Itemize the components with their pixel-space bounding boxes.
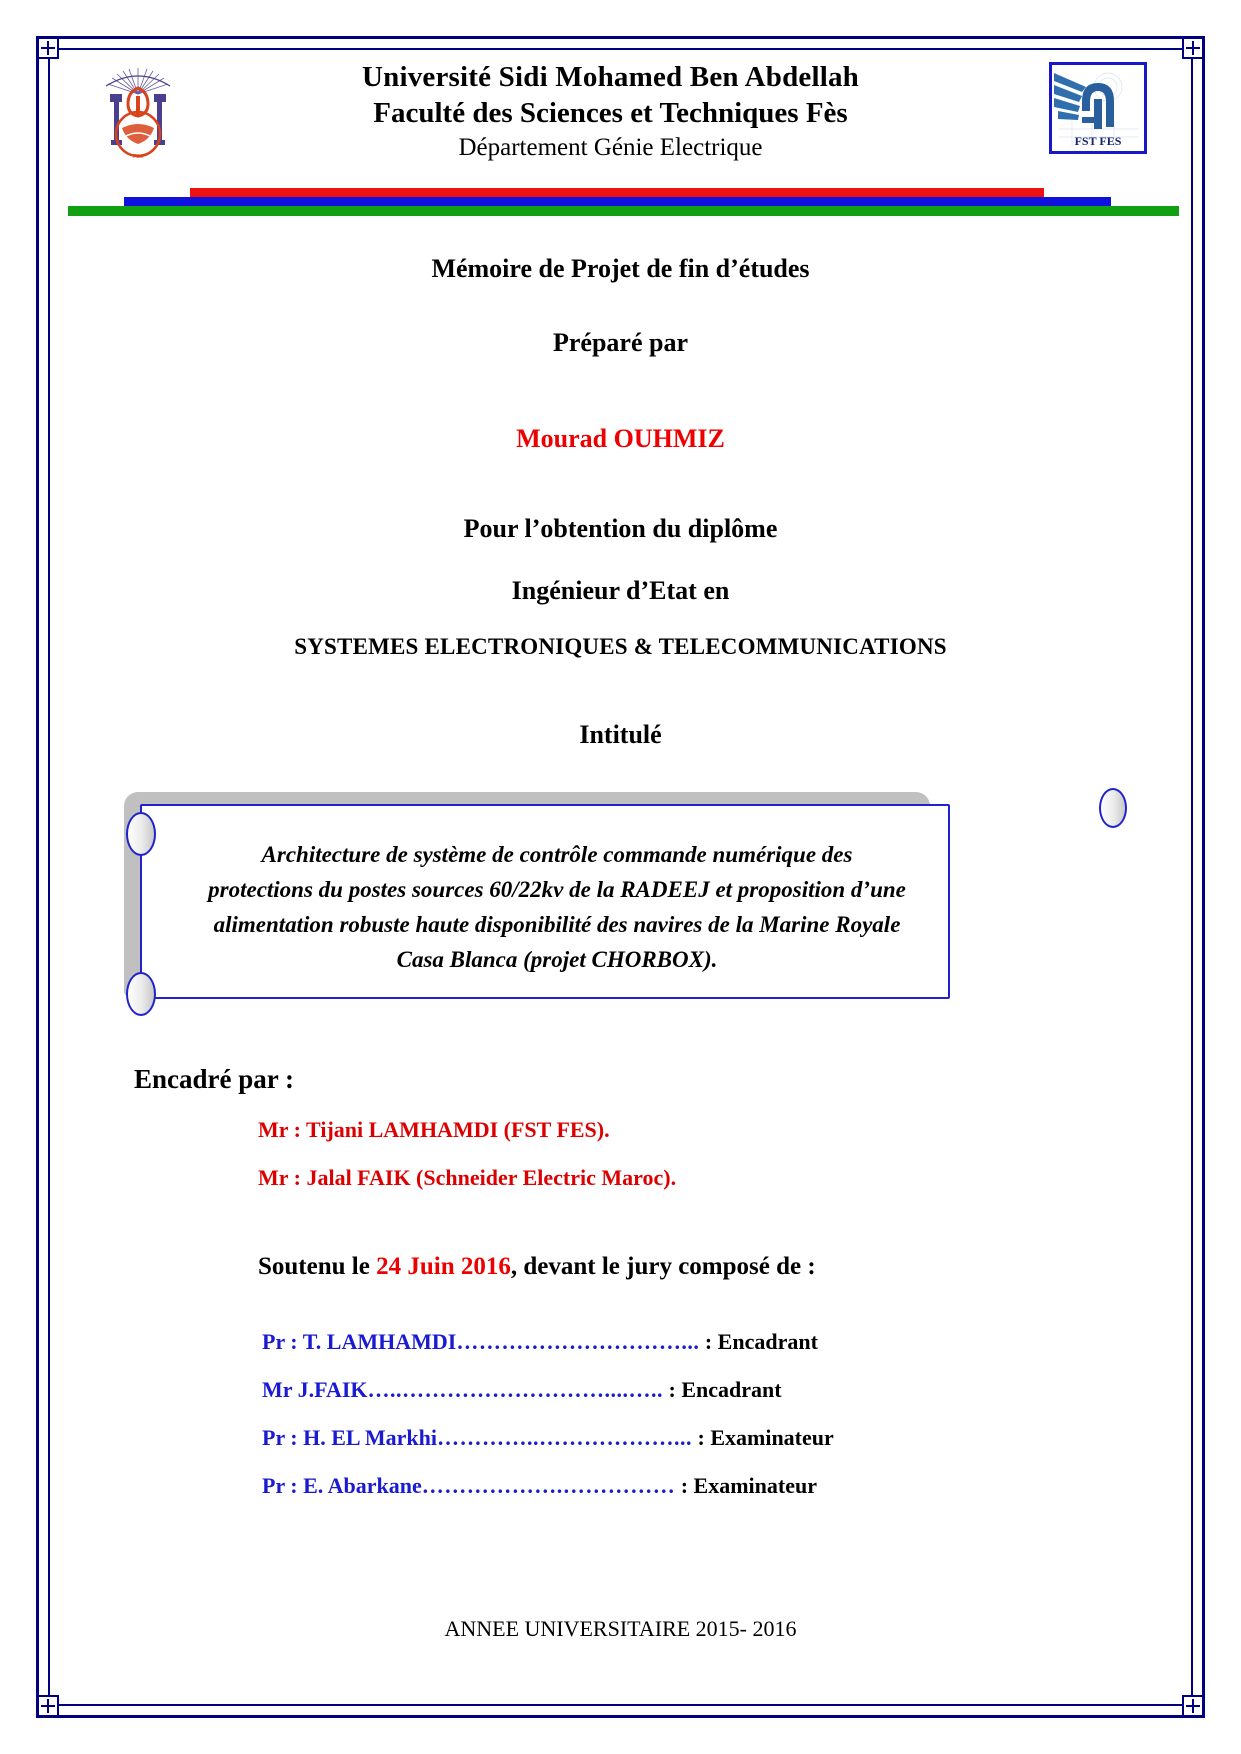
thesis-title-line-4: Casa Blanca (projet CHORBOX). [396, 946, 718, 972]
prepared-by-label: Préparé par [552, 328, 688, 357]
jury-row [262, 1473, 1179, 1499]
jury-leader-dots: …..………………………....….. [367, 1377, 663, 1402]
tricolor-rules [62, 188, 1179, 222]
fst-fes-logo-icon [1049, 62, 1147, 154]
jury-leader-dots: ……………….…………… [421, 1473, 676, 1498]
jury-member-name: Pr : E. Abarkane [262, 1473, 422, 1498]
jury-member-role: : Encadrant [663, 1377, 782, 1402]
thesis-title-line-3: alimentation robuste haute disponibilité des navires de la Marine Royale [213, 911, 901, 937]
defense-date: 24 Juin 2016 [376, 1253, 511, 1280]
thesis-title-line-1: Architecture de système de contrôle commande numérique des [261, 842, 853, 867]
institution-titles [192, 60, 1029, 164]
cover-main-block [62, 254, 1179, 750]
corner-ornament-bottom-right [1182, 1695, 1204, 1717]
defense-suffix: , devant le jury composé de : [510, 1253, 816, 1280]
fst-fes-logo-label: FST FES [1074, 134, 1122, 148]
jury-row [262, 1329, 1179, 1355]
thesis-title-text [162, 838, 952, 978]
cover-page-content [62, 52, 1179, 1702]
university-crest-icon [92, 60, 184, 170]
degree-purpose-label: Pour l’obtention du diplôme [463, 514, 778, 543]
svg-text:FES: FES [132, 154, 144, 160]
author-name: Mourad OUHMIZ [516, 424, 725, 453]
jury-member-role: : Examinateur [692, 1425, 834, 1450]
university-name: Université Sidi Mohamed Ben Abdellah [361, 61, 860, 93]
academic-year-footer: ANNEE UNIVERSITAIRE 2015- 2016 [444, 1616, 797, 1641]
degree-name: Ingénieur d’Etat en [511, 576, 730, 605]
defense-prefix: Soutenu le [258, 1253, 377, 1280]
scroll-curl-top-left-icon [126, 812, 156, 856]
jury-member-name: Mr J.FAIK [262, 1377, 368, 1402]
supervisor-item: Mr : Tijani LAMHAMDI (FST FES). [258, 1117, 610, 1142]
page-header [62, 52, 1179, 182]
jury-leader-dots: …………..………………... [437, 1425, 692, 1450]
jury-leader-dots: …………………………... [456, 1329, 700, 1354]
rule-green [68, 206, 1179, 216]
jury-member-name: Pr : H. EL Markhi [262, 1425, 437, 1450]
defense-statement [258, 1253, 1179, 1281]
jury-member-role: : Examinateur [675, 1473, 817, 1498]
scroll-curl-top-right-icon [1099, 788, 1127, 828]
title-heading-label: Intitulé [579, 720, 662, 749]
corner-ornament-bottom-left [37, 1695, 59, 1717]
scroll-curl-bottom-left-icon [126, 972, 156, 1016]
jury-member-name: Pr : T. LAMHAMDI [262, 1329, 457, 1354]
jury-list [262, 1329, 1179, 1499]
department-name: Département Génie Electrique [458, 133, 763, 161]
corner-ornament-top-right [1182, 37, 1204, 59]
supervision-heading: Encadré par : [134, 1064, 294, 1094]
thesis-title-line-2: protections du postes sources 60/22kv de la RADEEJ et proposition d’une [208, 876, 906, 902]
jury-row [262, 1377, 1179, 1403]
supervisor-item: Mr : Jalal FAIK (Schneider Electric Maroc). [258, 1165, 677, 1190]
jury-member-role: : Encadrant [699, 1329, 818, 1354]
document-type-label: Mémoire de Projet de fin d’études [431, 254, 810, 283]
faculty-name: Faculté des Sciences et Techniques Fès [373, 96, 848, 129]
corner-ornament-top-left [37, 37, 59, 59]
thesis-title-banner [62, 786, 1179, 1034]
program-name: SYSTEMES ELECTRONIQUES & TELECOMMUNICATIONS [294, 634, 947, 659]
jury-row [262, 1425, 1179, 1451]
